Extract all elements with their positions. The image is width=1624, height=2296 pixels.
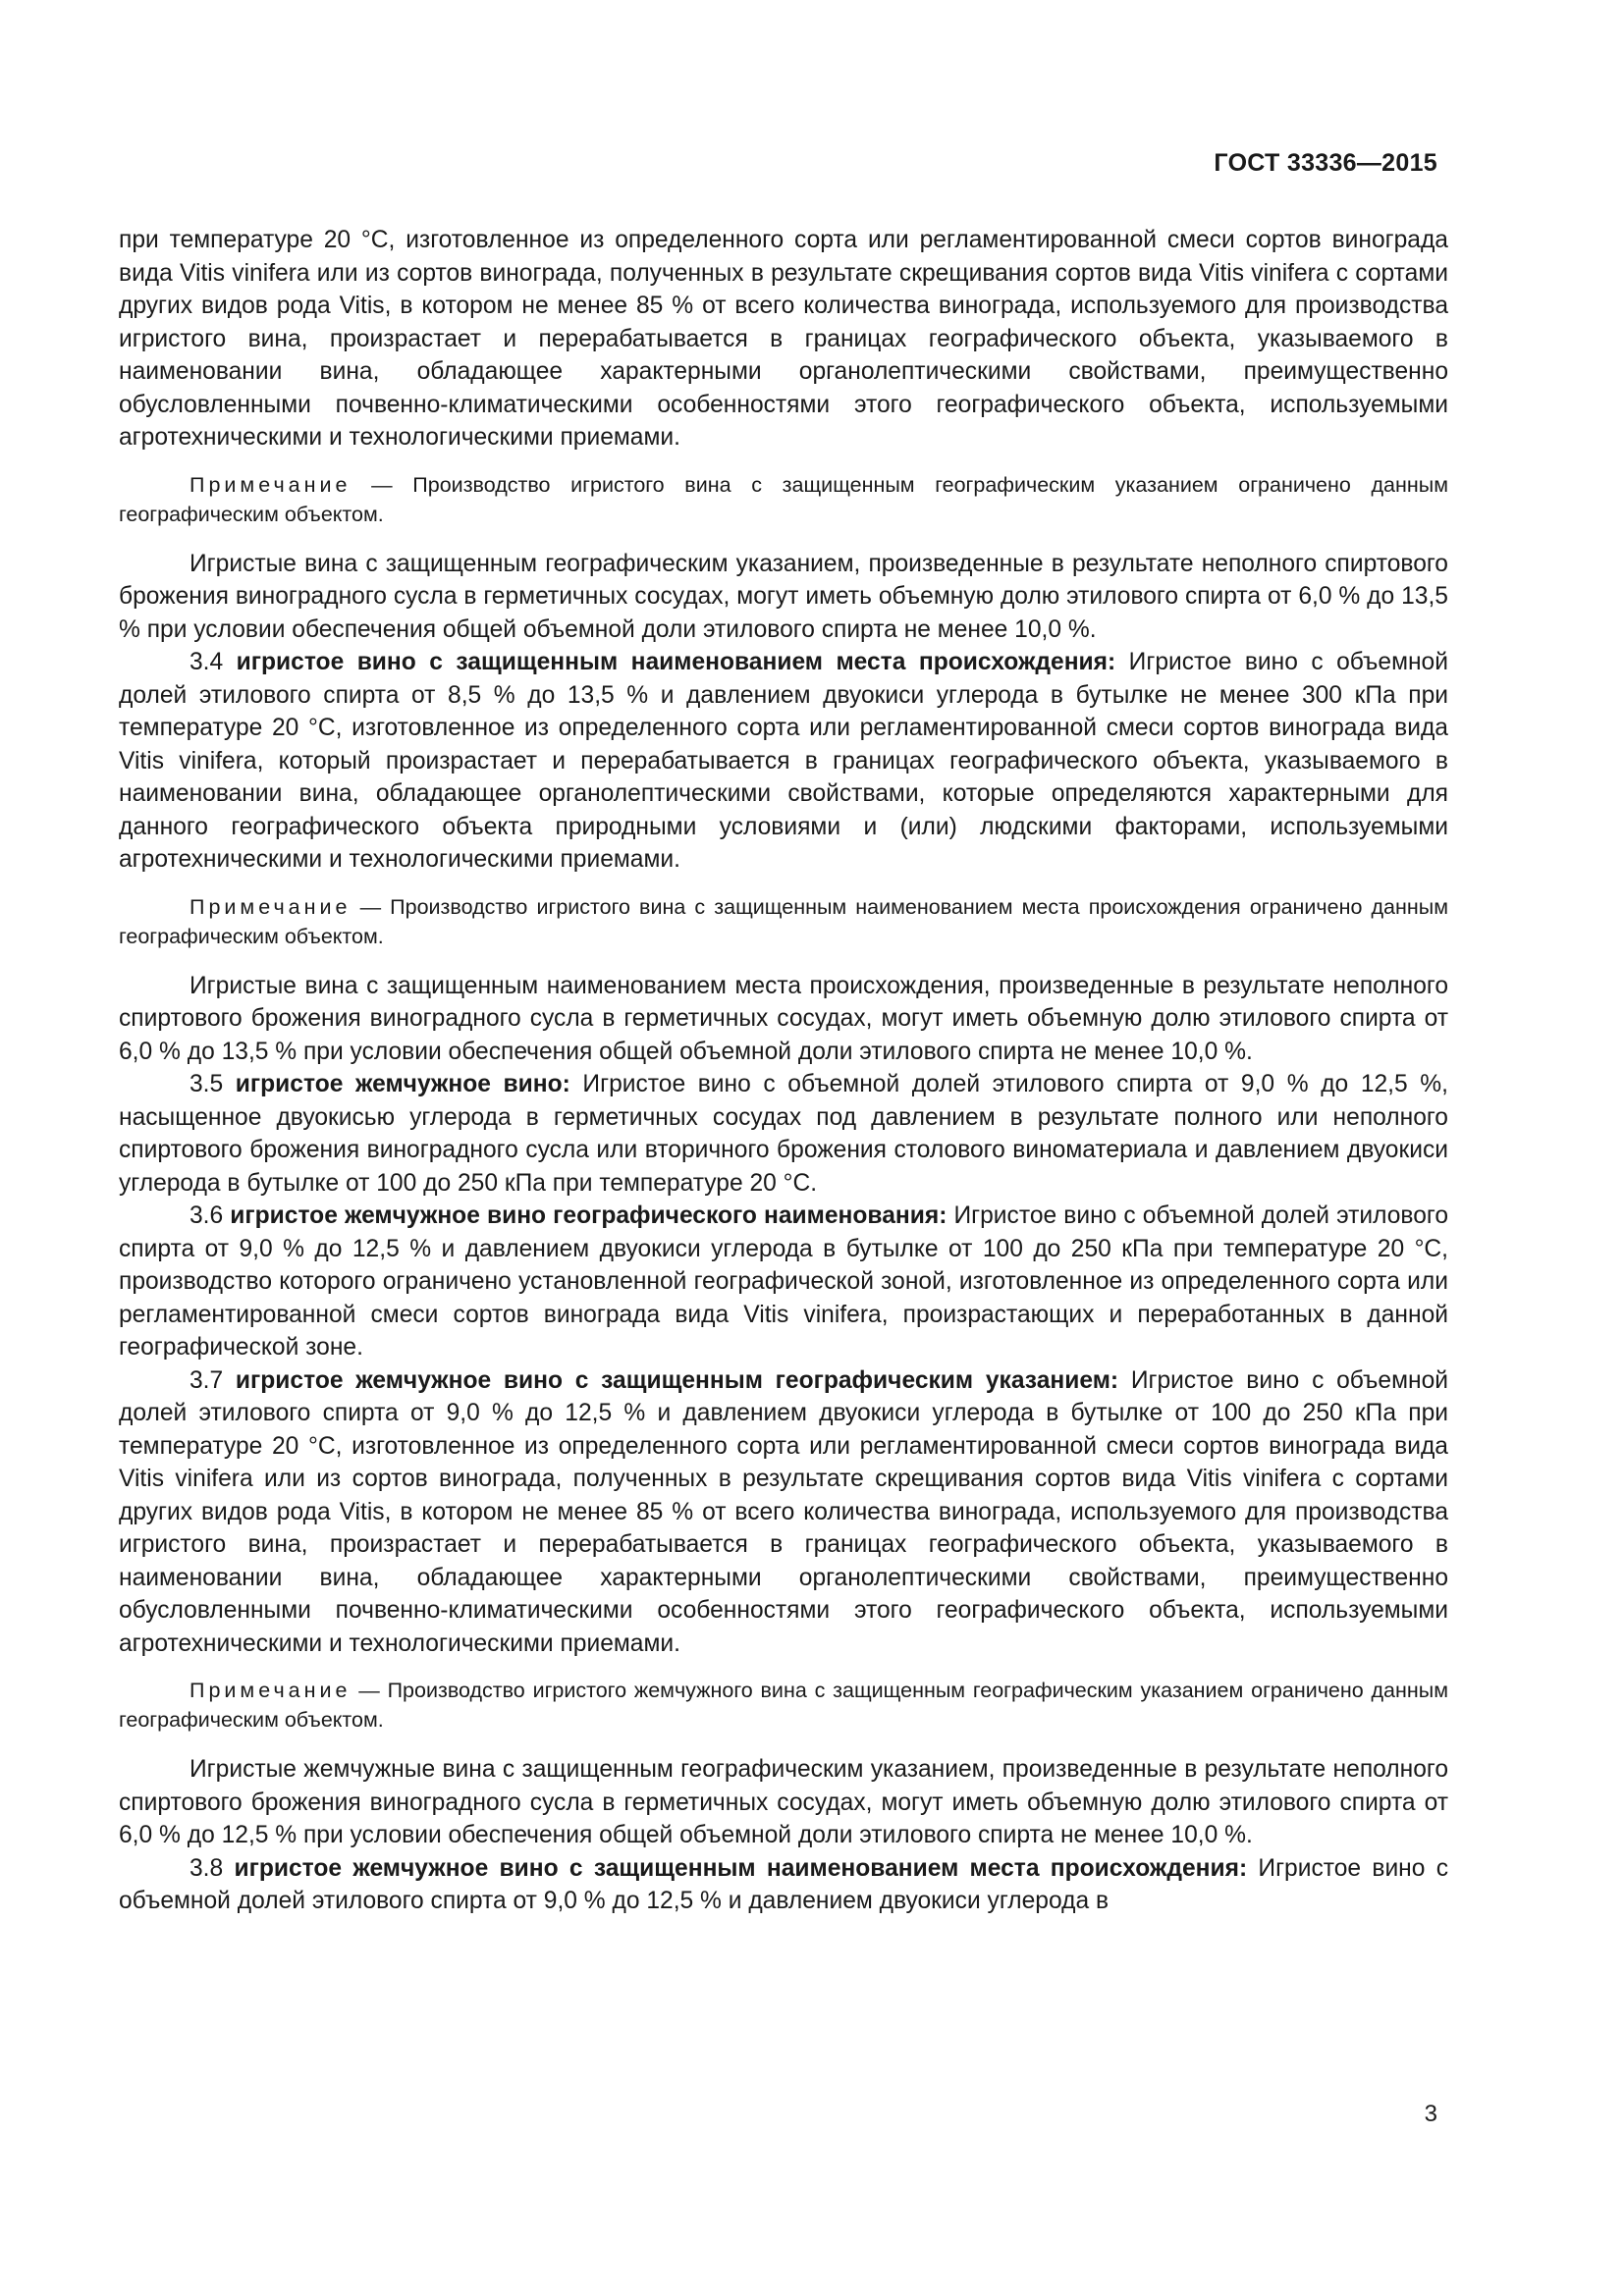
term-title: игристое вино с защищенным наименованием места происхождения: bbox=[236, 649, 1116, 675]
term-definition-3-8 bbox=[119, 1852, 1448, 1918]
paragraph-text: Игристые вина с защищенным географическим указанием, произведенные в результате неполного спиртового брожения виноградного сусла в герметичных сосудах, могут иметь объемную долю этилового спирта от 6,0 % до 13,5 % при условии обеспечения общей объемной доли этилового спирта не менее 10,0 %. bbox=[119, 550, 1448, 643]
standard-header: ГОСТ 33336—2015 bbox=[1214, 149, 1437, 177]
term-title: игристое жемчужное вино с защищенным наименованием места происхождения: bbox=[234, 1854, 1248, 1882]
paragraph bbox=[119, 1753, 1448, 1852]
term-title: игристое жемчужное вино с защищенным географическим указанием: bbox=[235, 1366, 1119, 1394]
document-body bbox=[119, 224, 1448, 1918]
note-label: Примечание bbox=[189, 894, 352, 919]
note-label: Примечание bbox=[189, 472, 352, 497]
note bbox=[119, 470, 1448, 529]
term-title: игристое жемчужное вино: bbox=[235, 1071, 570, 1097]
paragraph bbox=[119, 224, 1448, 454]
term-definition-3-5 bbox=[119, 1068, 1448, 1200]
note-label: Примечание bbox=[189, 1679, 352, 1702]
note-text: — Производство игристого вина с защищенным наименованием места происхождения ограничено данным географическим объектом. bbox=[119, 894, 1448, 948]
term-text: Игристое вино с объемной долей этилового спирта от 9,0 % до 12,5 % и давлением двуокиси углерода в бутылке от 100 до 250 кПа при температуре 20 °С, изготовленное из определенного сорта или регламентированной смеси сортов винограда вида Vitis vinifera или из сортов винограда, полученных в результате скрещивания сортов вида Vitis vinifera с сортами других видов рода Vitis, в котором не менее 85 % от всего количества винограда, используемого для производства игристого вина, произрастает и перерабатывается в границах географического объекта, указываемого в наименовании вина, обладающее характерными органолептическими свойствами, преимущественно обусловленными почвенно-климатическими особенностями этого географического объекта, используемыми агротехническими и технологическими приемами. bbox=[119, 1366, 1448, 1657]
term-definition-3-6 bbox=[119, 1200, 1448, 1364]
paragraph-text: при температуре 20 °С, изготовленное из определенного сорта или регламентированной смеси сортов винограда вида Vitis vinifera или из сортов винограда, полученных в результате скрещивания сортов вида Vitis vinifera с сортами других видов рода Vitis, в котором не менее 85 % от всего количества винограда, используемого для производства игристого вина, произрастает и перерабатывается в границах географического объекта, указываемого в наименовании вина, обладающее характерными органолептическими свойствами, преимущественно обусловленными почвенно-климатическими особенностями этого географического объекта, используемыми агротехническими и технологическими приемами. bbox=[119, 227, 1448, 451]
note bbox=[119, 892, 1448, 951]
paragraph bbox=[119, 548, 1448, 647]
paragraph-text: Игристые вина с защищенным наименованием места происхождения, произведенные в результате неполного спиртового брожения виноградного сусла в герметичных сосудах, могут иметь объемную долю этилового спирта от 6,0 % до 13,5 % при условии обеспечения общей объемной доли этилового спирта не менее 10,0 %. bbox=[119, 972, 1448, 1065]
term-text: Игристое вино с объемной долей этилового спирта от 9,0 % до 12,5 % и давлением двуокиси углерода в bbox=[119, 1854, 1449, 1914]
note bbox=[119, 1676, 1448, 1735]
paragraph-text: Игристые жемчужные вина с защищенным географическим указанием, произведенные в результате неполного спиртового брожения виноградного сусла в герметичных сосудах, могут иметь объемную долю этилового спирта от 6,0 % до 12,5 % при условии обеспечения общей объемной доли этилового спирта не менее 10,0 %. bbox=[119, 1756, 1448, 1848]
term-text: Игристое вино с объемной долей этилового спирта от 9,0 % до 12,5 % и давлением двуокиси углерода в бутылке от 100 до 250 кПа при температуре 20 °С, производство которого ограничено установленной географической зоной, изготовленное из определенного сорта или регламентированной смеси сортов винограда вида Vitis vinifera, произрастающих и переработанных в данной географической зоне. bbox=[119, 1202, 1448, 1361]
term-title: игристое жемчужное вино географического наименования: bbox=[230, 1202, 947, 1229]
term-definition-3-7 bbox=[119, 1364, 1448, 1661]
term-number: 3.8 bbox=[189, 1854, 235, 1882]
term-text: Игристое вино с объемной долей этилового спирта от 9,0 % до 12,5 %, насыщенное двуокисью углерода в герметичных сосудах под давлением в результате полного или неполного спиртового брожения виноградного сусла или вторичного брожения столового виноматериала и давлением двуокиси углерода в бутылке от 100 до 250 кПа при температуре 20 °С. bbox=[119, 1071, 1448, 1197]
term-text: Игристое вино с объемной долей этилового спирта от 8,5 % до 13,5 % и давлением двуокиси углерода в бутылке не менее 300 кПа при температуре 20 °С, изготовленное из определенного сорта или регламентированной смеси сортов винограда вида Vitis vinifera, который произрастает и перерабатывается в границах географического объекта, указываемого в наименовании вина, обладающее органолептическими свойствами, которые определяются характерными для данного географического объекта природными условиями и (или) людскими факторами, используемыми агротехническими и технологическими приемами. bbox=[119, 649, 1448, 873]
note-text: — Производство игристого жемчужного вина с защищенным географическим указанием ограничено данным географическим объектом. bbox=[119, 1679, 1448, 1732]
term-number: 3.4 bbox=[189, 649, 237, 675]
page-number: 3 bbox=[1424, 2101, 1437, 2127]
term-number: 3.6 bbox=[189, 1202, 231, 1229]
note-text: — Производство игристого вина с защищенным географическим указанием ограничено данным географическим объектом. bbox=[119, 472, 1448, 526]
term-definition-3-4 bbox=[119, 646, 1448, 877]
term-number: 3.5 bbox=[189, 1071, 236, 1097]
paragraph bbox=[119, 970, 1448, 1069]
term-number: 3.7 bbox=[189, 1366, 236, 1394]
